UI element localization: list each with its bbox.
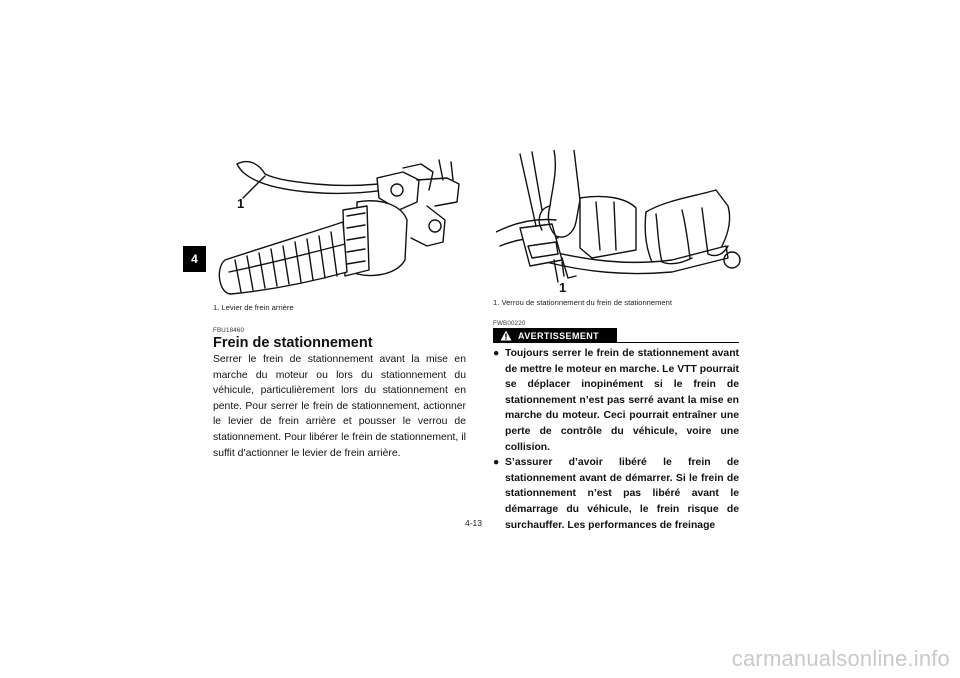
warning-item-text: Toujours serrer le frein de stationnement avant de mettre le moteur en marche. Le VTT pourrait se déplacer inopinément si le frein de stationnement n’est pas serré avant la mise en marche du moteur. Ceci pourrait entraîner une perte de contrôle du véhicule, voire une collision. [505, 348, 739, 453]
warning-item-text: S’assurer d’avoir libéré le frein de stationnement avant de démarrer. Si le frein de stationnement n’est pas libéré avant le démarrage du véhicule, le frein risque de surchauffer. Les performances de freinage [505, 457, 739, 531]
watermark: carmanualsonline.info [731, 646, 950, 671]
chapter-tab: 4 [183, 246, 206, 272]
section-code: FBU18460 [213, 327, 245, 334]
warning-item [493, 455, 739, 533]
warning-code: FWB00220 [493, 320, 526, 327]
bullet-icon: ● [493, 457, 500, 469]
left-callout-number: 1 [237, 196, 245, 211]
parking-lock-illustration [496, 150, 746, 290]
warning-list [493, 346, 739, 533]
warning-label [493, 328, 617, 343]
section-body: Serrer le frein de stationnement avant la mise en marche du moteur ou lors du stationnement du véhicule, particulièrement lors du stationnement en pente. Pour serrer le frein de stationnement, actionner le levier de frein arrière et pousser le verrou de stationnement. Pour libérer le frein de stationnement, il suffit d’actionner le levier de frein arrière. [213, 354, 466, 459]
brake-lever-illustration [207, 150, 477, 300]
warning-label-text: AVERTISSEMENT [518, 330, 600, 341]
right-figure-caption: 1. Verrou de stationnement du frein de stationnement [493, 298, 672, 307]
warning-triangle-icon [500, 330, 512, 341]
right-callout-number: 1 [559, 280, 567, 295]
warning-rule [617, 342, 739, 343]
warning-item [493, 346, 739, 455]
page-number: 4-13 [465, 518, 483, 528]
left-figure-caption: 1. Levier de frein arrière [213, 303, 294, 312]
section-title: Frein de stationnement [213, 335, 373, 351]
bullet-icon: ● [493, 348, 500, 359]
